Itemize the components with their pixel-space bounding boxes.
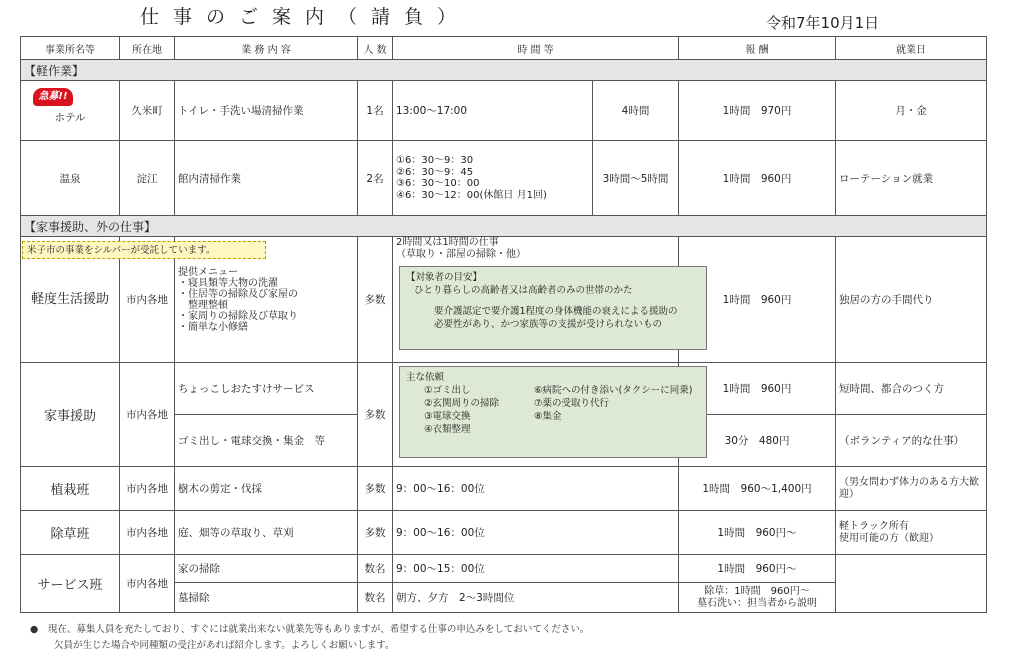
- category-light: 【軽作業】: [21, 60, 987, 81]
- onsen-name: 温泉: [21, 141, 120, 216]
- service-pay1: 1時間 960円〜: [679, 555, 836, 583]
- light-help-time: 2時間又は1時間の仕事 （草取り・部屋の掃除・他）: [393, 237, 679, 363]
- josou-task: 庭、畑等の草取り、草刈: [175, 511, 358, 555]
- col-time: 時 間 等: [393, 37, 679, 60]
- kaji-pay1: 1時間 960円: [679, 363, 836, 415]
- hotel-time: 13:00〜17:00: [393, 81, 593, 141]
- light-help-count: 多数: [358, 237, 393, 363]
- contract-banner: 米子市の事業をシルバーが受託しています。: [22, 241, 266, 259]
- service-time1: 9：00〜15：00位: [393, 555, 679, 583]
- service-pay2: 除草：1時間 960円〜 墓石洗い：担当者から説明: [679, 583, 836, 613]
- category-row: [21, 216, 987, 237]
- shokusai-place: 市内各地: [120, 467, 175, 511]
- hotel-place: 久米町: [120, 81, 175, 141]
- light-help-task: 提供メニュー ・寝具類等大物の洗濯 ・住居等の掃除及び家屋の 整理整頓 ・家周りの掃除及び草取り ・簡単な小修繕: [175, 237, 358, 363]
- service-count2: 数名: [358, 583, 393, 613]
- col-pay: 報 酬: [679, 37, 836, 60]
- shokusai-time: 9：00〜16：00位: [393, 467, 679, 511]
- service-time2: 朝方、夕方 2〜3時間位: [393, 583, 679, 613]
- kaji-task2: ゴミ出し・電球交換・集金 等: [175, 415, 358, 467]
- category-row: [21, 60, 987, 81]
- table-row: [21, 141, 987, 216]
- service-days: [836, 555, 987, 613]
- hotel-task: トイレ・手洗い場清掃作業: [175, 81, 358, 141]
- josou-days: 軽トラック所有 使用可能の方（歓迎）: [836, 511, 987, 555]
- shokusai-name: 植栽班: [21, 467, 120, 511]
- kaji-name: 家事援助: [21, 363, 120, 467]
- light-help-name: 軽度生活援助: [21, 237, 120, 363]
- onsen-pay: 1時間 960円: [679, 141, 836, 216]
- col-days: 就業日: [836, 37, 987, 60]
- shokusai-task: 樹木の剪定・伐採: [175, 467, 358, 511]
- category-house: 【家事援助、外の仕事】: [21, 216, 987, 237]
- hotel-days: 月・金: [836, 81, 987, 141]
- table-row: [21, 555, 987, 583]
- page-title: 仕事のご案内（請負）: [140, 6, 471, 28]
- request-note: 主な依頼 ①ゴミ出し ②玄関周りの掃除 ③電球交換 ④衣類整理 ⑥病院への付き添い(タクシーに同乗) ⑦薬の受取り代行 ⑧集金: [399, 366, 707, 458]
- footer-note: ● 現在、募集人員を充たしており、すぐには就業出来ない就業先等もありますが、希望する仕事の申込みをしておいてください。 欠員が生じた場合や同種類の受注があれば紹介します。よろしくお願いします。: [30, 624, 590, 651]
- service-task2: 墓掃除: [175, 583, 358, 613]
- kaji-place: 市内各地: [120, 363, 175, 467]
- kaji-task1: ちょっこしおたすけサービス: [175, 363, 358, 415]
- header-row: [21, 37, 987, 60]
- service-name: サービス班: [21, 555, 120, 613]
- light-help-days: 独居の方の手間代り: [836, 237, 987, 363]
- kaji-count: 多数: [358, 363, 393, 467]
- josou-count: 多数: [358, 511, 393, 555]
- hotel-hours: 4時間: [593, 81, 679, 141]
- onsen-count: 2名: [358, 141, 393, 216]
- col-task: 業 務 内 容: [175, 37, 358, 60]
- onsen-days: ローテーション就業: [836, 141, 987, 216]
- issue-date: 令和7年10月1日: [766, 14, 880, 32]
- josou-time: 9：00〜16：00位: [393, 511, 679, 555]
- col-name: 事業所名等: [21, 37, 120, 60]
- col-count: 人 数: [358, 37, 393, 60]
- josou-name: 除草班: [21, 511, 120, 555]
- service-count1: 数名: [358, 555, 393, 583]
- josou-place: 市内各地: [120, 511, 175, 555]
- shokusai-count: 多数: [358, 467, 393, 511]
- light-help-place: 市内各地: [120, 237, 175, 363]
- onsen-time: ①6：30〜9：30 ②6：30〜9：45 ③6：30〜10：00 ④6：30〜12：00(休館日 月1回): [393, 141, 593, 216]
- table-row: [21, 467, 987, 511]
- shokusai-days: （男女問わず体力のある方大歓迎）: [836, 467, 987, 511]
- urgent-badge: 急募!!: [33, 88, 73, 106]
- josou-pay: 1時間 960円〜: [679, 511, 836, 555]
- table-row: [21, 81, 987, 141]
- hotel-count: 1名: [358, 81, 393, 141]
- onsen-place: 淀江: [120, 141, 175, 216]
- hotel-pay: 1時間 970円: [679, 81, 836, 141]
- kaji-days2: （ボランティア的な仕事）: [836, 415, 987, 467]
- service-task1: 家の掃除: [175, 555, 358, 583]
- shokusai-pay: 1時間 960〜1,400円: [679, 467, 836, 511]
- kaji-days1: 短時間、都合のつく方: [836, 363, 987, 415]
- kaji-pay2: 30分 480円: [679, 415, 836, 467]
- hotel-name: ホテル: [21, 81, 120, 141]
- target-note: 【対象者の目安】 ひとり暮らしの高齢者又は高齢者のみの世帯のかた 要介護認定で要介護1程度の身体機能の衰えによる援助の 必要性があり、かつ家族等の支援が受けられないもの: [399, 266, 707, 350]
- service-place: 市内各地: [120, 555, 175, 613]
- onsen-hours: 3時間〜5時間: [593, 141, 679, 216]
- onsen-task: 館内清掃作業: [175, 141, 358, 216]
- light-help-pay: 1時間 960円: [679, 237, 836, 363]
- col-place: 所在地: [120, 37, 175, 60]
- table-row: [21, 511, 987, 555]
